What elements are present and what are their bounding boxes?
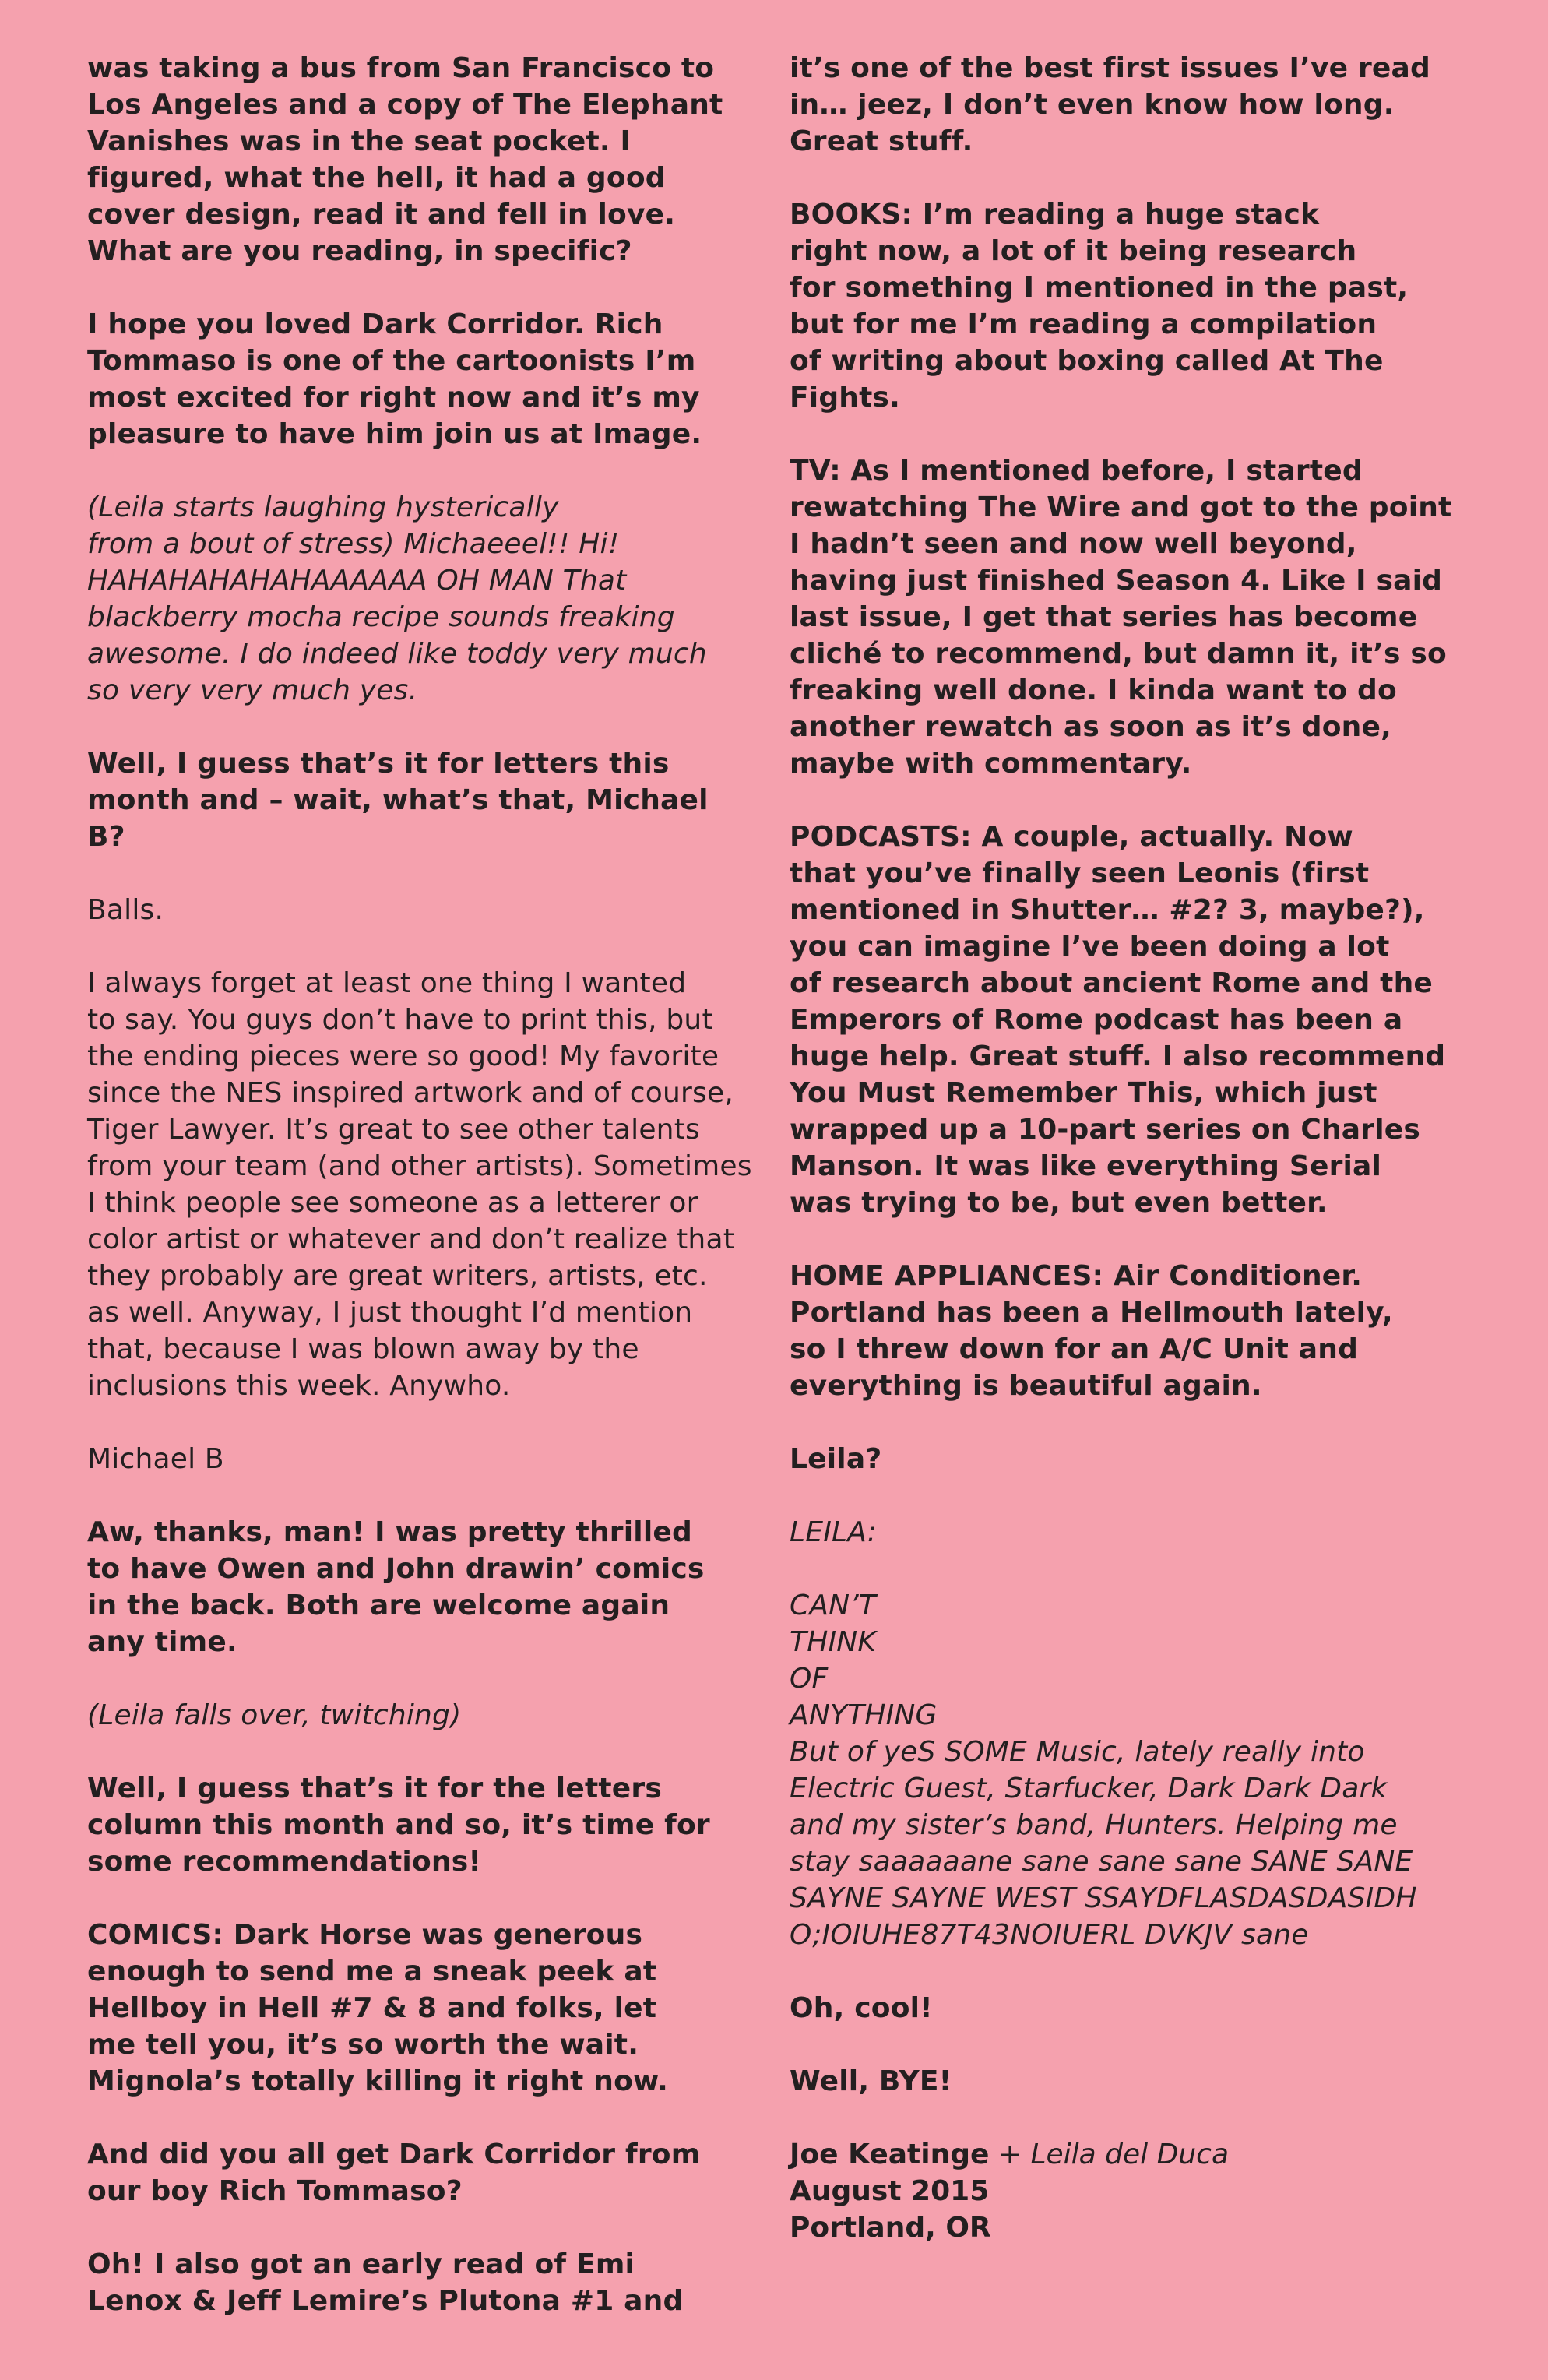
paragraph-comics: COMICS: Dark Horse was generous enough to send me a sneak peek at Hellboy in Hell #7 & 8 and folks, let me tell you, it’s so worth the wait. Mignola’s totally killing it right now.: [87, 1919, 669, 2097]
paragraph-home-appliances: HOME APPLIANCES: Air Conditioner. Portland has been a Hellmouth lately, so I threw down for an A/C Unit and everything is beautiful again.: [790, 1260, 1393, 1402]
signature-joe: Joe Keatinge: [790, 2139, 990, 2171]
paragraph-bye: Well, BYE!: [790, 2065, 952, 2097]
signature-date: August 2015: [790, 2175, 990, 2207]
paragraph-oh-cool: Oh, cool!: [790, 1992, 933, 2024]
letter-signoff-michael-b: Michael B: [87, 1443, 224, 1475]
paragraph-thanks-man: Aw, thanks, man! I was pretty thrilled to have Owen and John drawin’ comics in the back. Both are welcome again any time.: [87, 1516, 705, 1658]
paragraph-rich-tommaso: And did you all get Dark Corridor from our boy Rich Tommaso?: [87, 2139, 701, 2207]
signature-place: Portland, OR: [790, 2212, 991, 2244]
paragraph-best-first-issue: it’s one of the best first issues I’ve read in… jeez, I don’t even know how long. Great stuff.: [790, 52, 1431, 157]
paragraph-plutona: Oh! I also got an early read of Emi Lenox & Jeff Lemire’s Plutona #1 and: [87, 2248, 684, 2317]
paragraph-leila-music: CAN’T THINK OF ANYTHING But of yeS SOME Music, lately really into Electric Guest, Starfucker, Dark Dark Dark and my sister’s band, Hunters. Helping me stay saaaaaane sane sane sane SANE SANE SAYNE SAYNE WEST SSAYDFLASDASDASIDH O;IOIUHE87T43NOIUERL DVKJV sane: [790, 1590, 1417, 1951]
paragraph-tv: TV: As I mentioned before, I started rewatching The Wire and got to the point I hadn’t seen and now well beyond, having just finished Season 4. Like I said last issue, I get that series has become cliché to recommend, but damn it, it’s so freaking well done. I kinda want to do another rewatch as soon as it’s done, maybe with commentary.: [790, 455, 1452, 780]
signature-leila: + Leila del Duca: [989, 2139, 1230, 2171]
paragraph-podcasts: PODCASTS: A couple, actually. Now that you’ve finally seen Leonis (first mentioned in Shutter… #2? 3, maybe?), you can imagine I’ve been doing a lot of research about ancient Rome and the Emperors of Rome podcast has been a huge help. Great stuff. I also recommend You Must Remember This, which just wrapped up a 10-part series on Charles Manson. It was like everything Serial was trying to be, but even better.: [790, 821, 1446, 1219]
paragraph-leila-laughing: (Leila starts laughing hysterically from a bout of stress) Michaeeel!! Hi! HAHAHAHAHAHAAAAAA OH MAN That blackberry mocha recipe sounds freaking awesome. I do indeed like toddy very much so very very much yes.: [87, 491, 707, 706]
paragraph-books: BOOKS: I’m reading a huge stack right now, a lot of it being research for something I mentioned in the past, but for me I’m reading a compilation of writing about boxing called At The Fights.: [790, 199, 1409, 414]
paragraph-wait-michael: Well, I guess that’s it for letters this month and – wait, what’s that, Michael B?: [87, 748, 709, 853]
letter-michael-b: I always forget at least one thing I wanted to say. You guys don’t have to print this, but the ending pieces were so good! My favorite since the NES inspired artwork and of course, Tiger Lawyer. It’s great to see other talents from your team (and other artists). Sometimes I think people see someone as a letterer or color artist or whatever and don’t realize that they probably are great writers, artists, etc. as well. Anyway, I just thought I’d mention that, because I was blown away by the inclusions this week. Anywho.: [87, 967, 752, 1402]
right-column: [790, 50, 1459, 2246]
paragraph-leila-question: Leila?: [790, 1443, 882, 1475]
paragraph-leila-falls: (Leila falls over, twitching): [87, 1699, 462, 1731]
paragraph-leila-label: LEILA:: [790, 1516, 878, 1548]
signature-block: [790, 2136, 1459, 2246]
paragraph-balls: Balls.: [87, 894, 164, 926]
left-column: [87, 50, 757, 2356]
paragraph-elephant-vanishes: was taking a bus from San Francisco to Los Angeles and a copy of The Elephant Vanishes was in the seat pocket. I figured, what the hell, it had a good cover design, read it and fell in love. What are you reading, in specific?: [87, 52, 723, 267]
paragraph-dark-corridor: I hope you loved Dark Corridor. Rich Tommaso is one of the cartoonists I’m most excited for right now and it’s my pleasure to have him join us at Image.: [87, 308, 702, 450]
paragraph-recommendations-intro: Well, I guess that’s it for the letters column this month and so, it’s time for some recommendations!: [87, 1773, 710, 1878]
